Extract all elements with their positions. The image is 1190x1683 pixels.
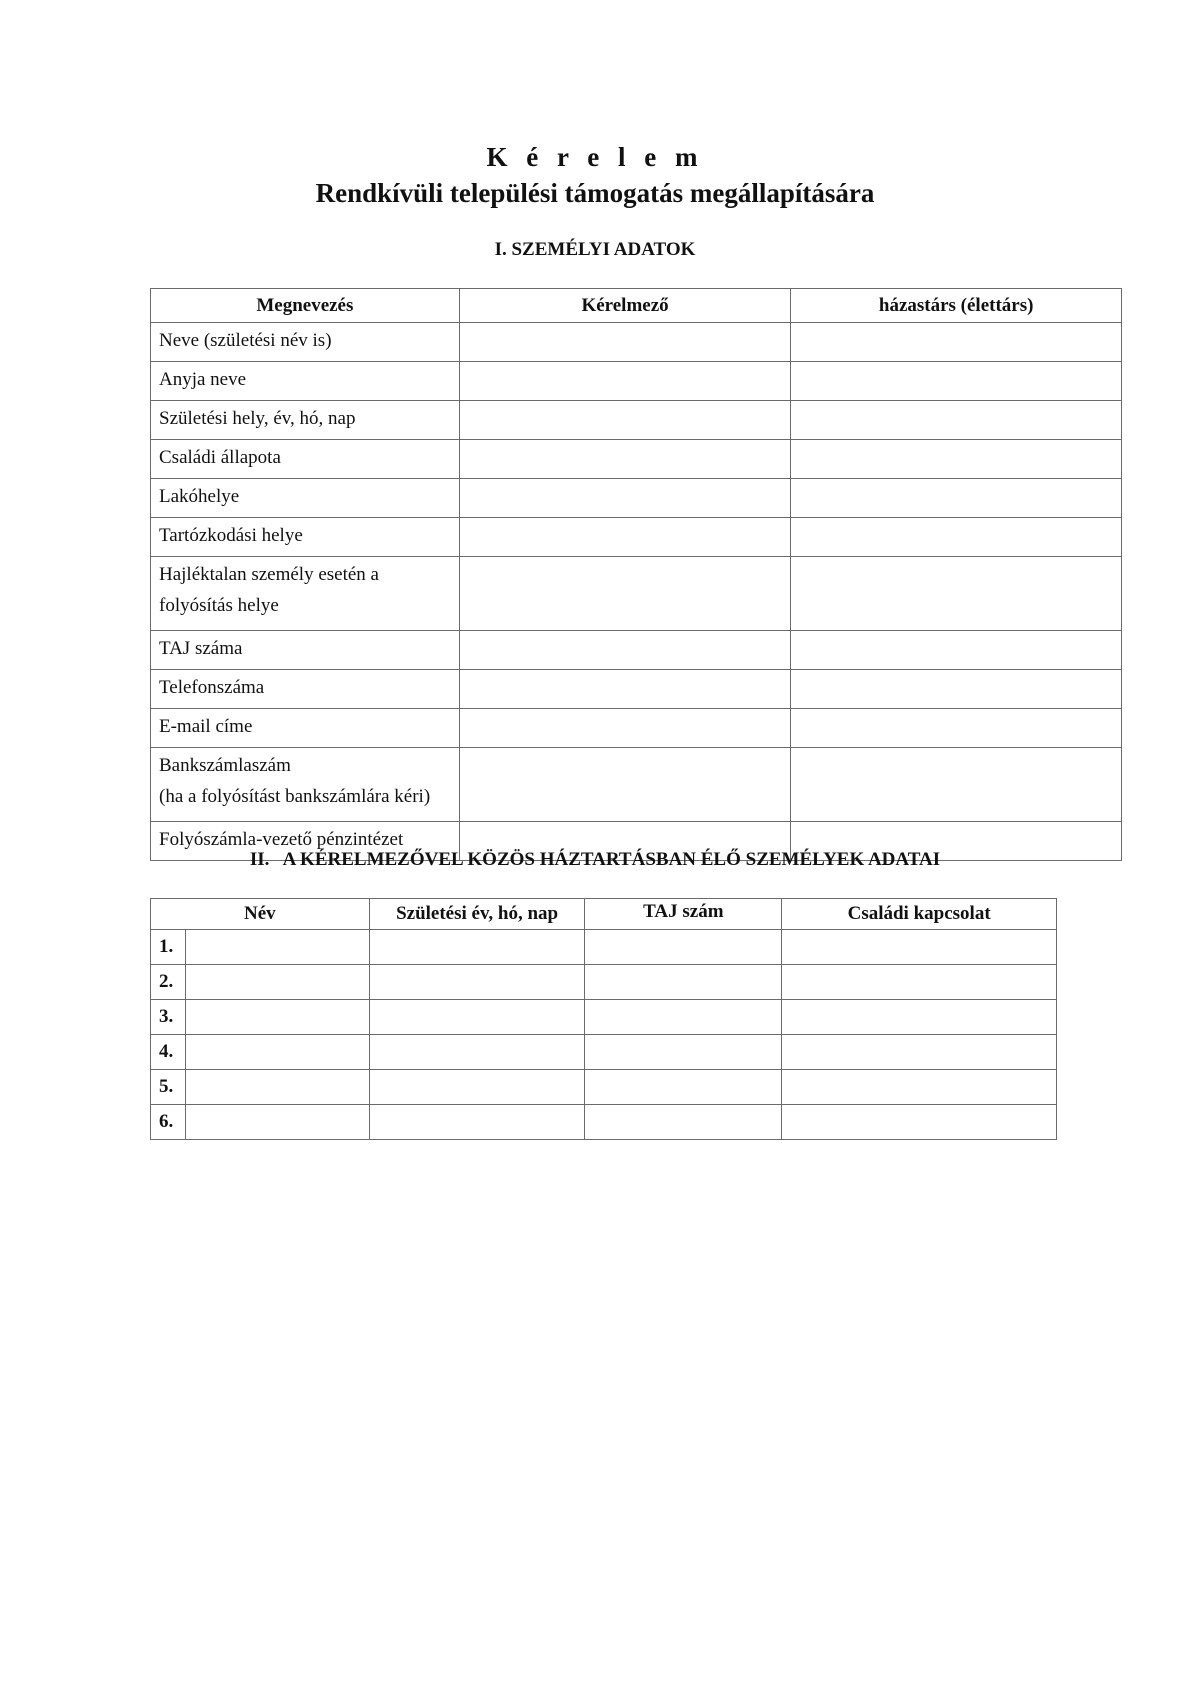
spouse-field[interactable]	[791, 401, 1122, 440]
applicant-field[interactable]	[459, 631, 791, 670]
row-label	[151, 557, 460, 631]
applicant-field[interactable]	[459, 518, 791, 557]
document-subtitle: Rendkívüli települési támogatás megállapítására	[315, 178, 875, 208]
row-number: 4.	[151, 1035, 186, 1070]
family-relation-field[interactable]	[782, 930, 1057, 965]
family-relation-field[interactable]	[782, 1000, 1057, 1035]
row-label-line: E-mail címe	[159, 716, 253, 737]
row-label-line: Telefonszáma	[159, 677, 265, 698]
row-label-line: Lakóhelye	[159, 486, 240, 507]
taj-number-field[interactable]	[585, 1035, 782, 1070]
name-field[interactable]	[185, 1105, 369, 1140]
row-label-line: Családi állapota	[159, 447, 281, 468]
row-label-line: Anyja neve	[159, 369, 247, 390]
applicant-field[interactable]	[459, 362, 791, 401]
document-title: K é r e l e m	[486, 142, 704, 172]
spouse-field[interactable]	[791, 362, 1122, 401]
table-row	[151, 748, 1122, 822]
row-number: 2.	[151, 965, 186, 1000]
spouse-field[interactable]	[791, 631, 1122, 670]
family-relation-field[interactable]	[782, 1035, 1057, 1070]
row-label-line: Bankszámlaszám	[159, 755, 291, 776]
column-header-designation: Megnevezés	[151, 289, 460, 323]
column-header-taj-number: TAJ szám	[585, 899, 782, 930]
applicant-field[interactable]	[459, 479, 791, 518]
section-2-heading: II. A KÉRELMEZŐVEL KÖZÖS HÁZTARTÁSBAN ÉLŐ SZEMÉLYEK ADATAI	[249, 849, 941, 870]
applicant-field[interactable]	[459, 323, 791, 362]
spouse-field[interactable]	[791, 709, 1122, 748]
row-label	[151, 709, 460, 748]
applicant-field[interactable]	[459, 440, 791, 479]
personal-data-table	[150, 288, 1122, 861]
row-label	[151, 479, 460, 518]
name-field[interactable]	[185, 1070, 369, 1105]
row-label	[151, 362, 460, 401]
name-field[interactable]	[185, 1035, 369, 1070]
table-row	[151, 930, 1057, 965]
row-number: 6.	[151, 1105, 186, 1140]
family-relation-field[interactable]	[782, 1105, 1057, 1140]
birth-date-field[interactable]	[369, 930, 585, 965]
taj-number-field[interactable]	[585, 930, 782, 965]
table-row	[151, 1070, 1057, 1105]
table-row	[151, 1105, 1057, 1140]
table-row	[151, 631, 1122, 670]
applicant-field[interactable]	[459, 748, 791, 822]
spouse-field[interactable]	[791, 670, 1122, 709]
row-label	[151, 518, 460, 557]
row-label	[151, 631, 460, 670]
table-row	[151, 479, 1122, 518]
spouse-field[interactable]	[791, 557, 1122, 631]
row-label	[151, 440, 460, 479]
table-row	[151, 965, 1057, 1000]
row-label	[151, 670, 460, 709]
table-row	[151, 362, 1122, 401]
row-number: 5.	[151, 1070, 186, 1105]
column-header-birth-date: Születési év, hó, nap	[369, 899, 585, 930]
name-field[interactable]	[185, 965, 369, 1000]
applicant-field[interactable]	[459, 709, 791, 748]
row-label-line: Folyószámla-vezető pénzintézet	[159, 829, 404, 850]
row-label-line: Születési hely, év, hó, nap	[159, 408, 356, 429]
household-members-table	[150, 898, 1057, 1140]
table-row	[151, 709, 1122, 748]
row-label-line: Neve (születési név is)	[159, 330, 332, 351]
family-relation-field[interactable]	[782, 965, 1057, 1000]
taj-number-field[interactable]	[585, 1000, 782, 1035]
row-label-line: TAJ száma	[159, 638, 243, 659]
table-row	[151, 557, 1122, 631]
birth-date-field[interactable]	[369, 1105, 585, 1140]
spouse-field[interactable]	[791, 440, 1122, 479]
taj-number-field[interactable]	[585, 965, 782, 1000]
birth-date-field[interactable]	[369, 1035, 585, 1070]
birth-date-field[interactable]	[369, 1070, 585, 1105]
table-row	[151, 1035, 1057, 1070]
table-row	[151, 1000, 1057, 1035]
table-row	[151, 323, 1122, 362]
row-label	[151, 323, 460, 362]
name-field[interactable]	[185, 1000, 369, 1035]
taj-number-field[interactable]	[585, 1105, 782, 1140]
column-header-applicant: Kérelmező	[459, 289, 791, 323]
row-label-line: Tartózkodási helye	[159, 525, 303, 546]
table-header-row	[151, 289, 1122, 323]
applicant-field[interactable]	[459, 557, 791, 631]
applicant-field[interactable]	[459, 670, 791, 709]
applicant-field[interactable]	[459, 401, 791, 440]
name-field[interactable]	[185, 930, 369, 965]
section-1-heading: I. SZEMÉLYI ADATOK	[494, 239, 696, 260]
spouse-field[interactable]	[791, 479, 1122, 518]
spouse-field[interactable]	[791, 323, 1122, 362]
table-row	[151, 440, 1122, 479]
row-label-line: (ha a folyósítást bankszámlára kéri)	[159, 786, 431, 807]
row-number: 1.	[151, 930, 186, 965]
row-label	[151, 401, 460, 440]
spouse-field[interactable]	[791, 748, 1122, 822]
row-label	[151, 748, 460, 822]
column-header-name: Név	[151, 899, 370, 930]
row-label-line: folyósítás helye	[159, 595, 279, 616]
column-header-family-relation: Családi kapcsolat	[782, 899, 1057, 930]
taj-number-field[interactable]	[585, 1070, 782, 1105]
row-number: 3.	[151, 1000, 186, 1035]
birth-date-field[interactable]	[369, 965, 585, 1000]
table-row	[151, 401, 1122, 440]
family-relation-field[interactable]	[782, 1070, 1057, 1105]
column-header-spouse: házastárs (élettárs)	[791, 289, 1122, 323]
table-row	[151, 670, 1122, 709]
row-label-line: Hajléktalan személy esetén a	[159, 564, 379, 585]
table-header-row	[151, 899, 1057, 930]
spouse-field[interactable]	[791, 518, 1122, 557]
table-row	[151, 518, 1122, 557]
birth-date-field[interactable]	[369, 1000, 585, 1035]
